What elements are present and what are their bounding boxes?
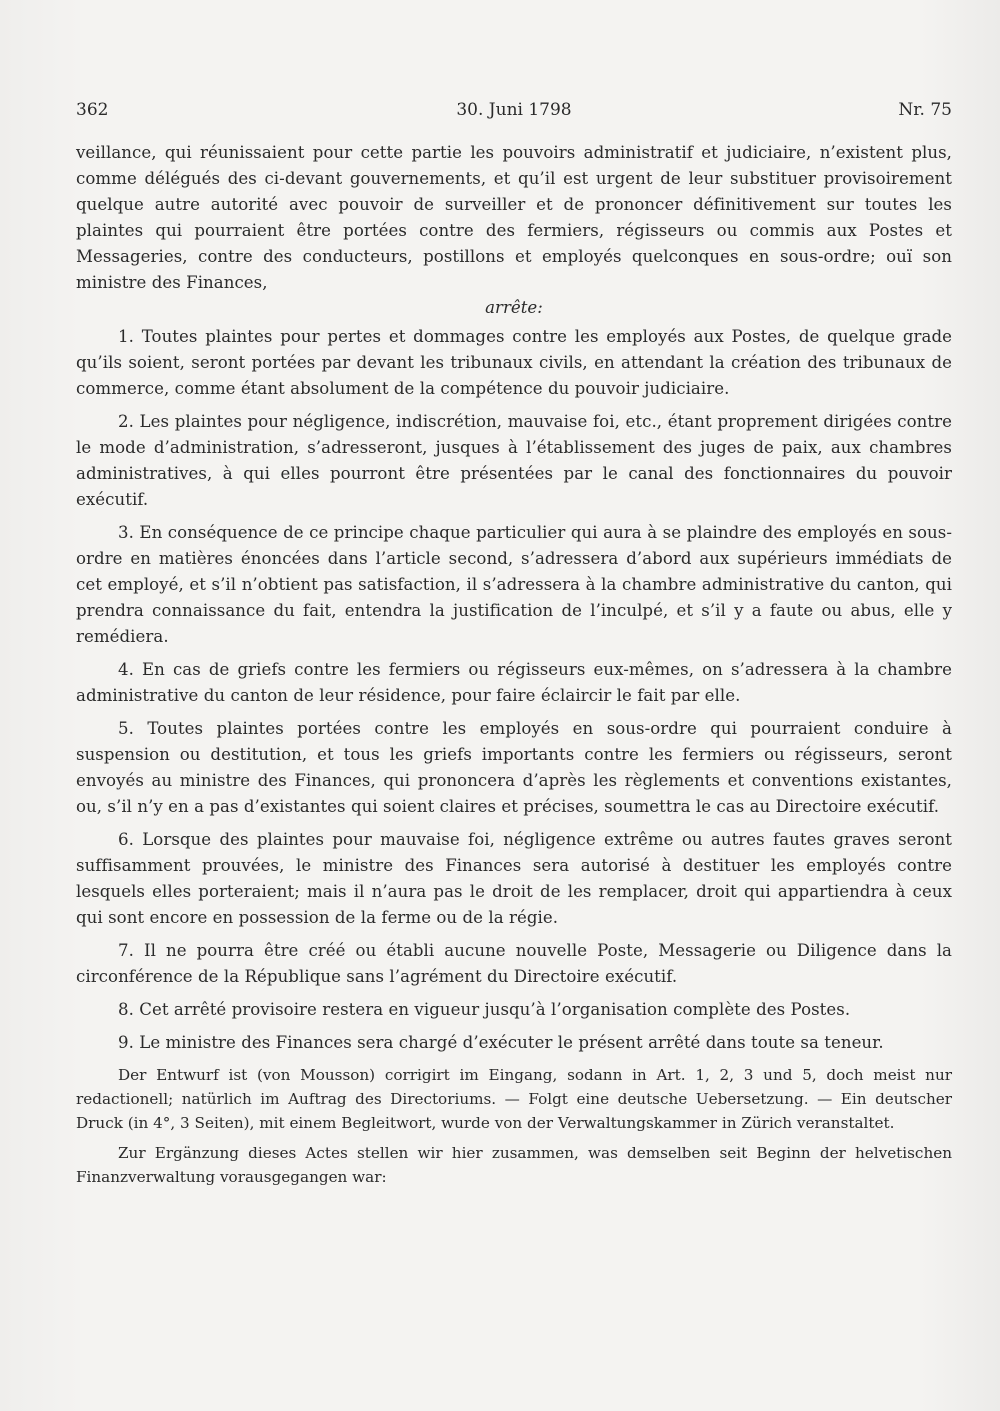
- page-header: [76, 100, 952, 126]
- document-body: [76, 140, 952, 1189]
- intro-paragraph: veillance, qui réunissaient pour cette partie les pouvoirs administratif et judiciaire, n’existent plus, comme délégués des ci-devant gouvernements, et qu’il est urgent de leur substituer provisoirement quelque autre autorité avec pouvoir de surveiller et de prononcer définitivement sur toutes les plaintes qui pourraient être portées contre des fermiers, régisseurs ou commis aux Postes et Messageries, contre des conducteurs, postillons et employés quelconques en sous-ordre; ouï son ministre des Finances,: [76, 143, 952, 292]
- article-3: 3. En conséquence de ce principe chaque particulier qui aura à se plaindre des employés en sous-ordre en matières énoncées dans l’article second, s’adressera d’abord aux supérieurs immédiats de cet employé, et s’il n’obtient pas satisfaction, il s’adressera à la chambre administrative du canton, qui prendra connaissance du fait, entendra la justification de l’inculpé, et s’il y a faute ou abus, elle y remédiera.: [76, 523, 952, 646]
- article-5: 5. Toutes plaintes portées contre les employés en sous-ordre qui pourraient conduire à suspension ou destitution, et tous les griefs importants contre les fermiers ou régisseurs, seront envoyés au ministre des Finances, qui prononcera d’après les règlements et conventions existantes, ou, s’il n’y en a pas d’existantes qui soient claires et précises, soumettra le cas au Directoire exécutif.: [76, 719, 952, 816]
- article-4: 4. En cas de griefs contre les fermiers ou régisseurs eux-mêmes, on s’adressera à la chambre administrative du canton de leur résidence, pour faire éclaircir le fait par elle.: [76, 660, 952, 705]
- article-8: 8. Cet arrêté provisoire restera en vigueur jusqu’à l’organisation complète des Postes.: [118, 1000, 851, 1019]
- article-7: 7. Il ne pourra être créé ou établi aucune nouvelle Poste, Messagerie ou Diligence dans la circonférence de la République sans l’agrément du Directoire exécutif.: [76, 941, 952, 986]
- header-date: 30. Juni 1798: [456, 100, 572, 120]
- article-2: 2. Les plaintes pour négligence, indiscrétion, mauvaise foi, etc., étant proprement dirigées contre le mode d’administration, s’adresseront, jusques à l’établissement des juges de paix, aux chambres administratives, à qui elles pourront être présentées par le canal des fonctionnaires du pouvoir exécutif.: [76, 412, 952, 509]
- article-1: 1. Toutes plaintes pour pertes et dommages contre les employés aux Postes, de quelque grade qu’ils soient, seront portées par devant les tribunaux civils, en attendant la création des tribunaux de commerce, comme étant absolument de la compétence du pouvoir judiciaire.: [76, 327, 952, 398]
- page-number: 362: [76, 100, 109, 120]
- arrete-heading: arrête:: [485, 298, 543, 317]
- article-9: 9. Le ministre des Finances sera chargé d’exécuter le présent arrêté dans toute sa teneur.: [118, 1033, 884, 1052]
- article-6: 6. Lorsque des plaintes pour mauvaise foi, négligence extrême ou autres fautes graves seront suffisamment prouvées, le ministre des Finances sera autorisé à destituer les employés contre lesquels elles porteraient; mais il n’aura pas le droit de les remplacer, droit qui appartiendra à ceux qui sont encore en possession de la ferme ou de la régie.: [76, 830, 952, 927]
- editorial-note-2: Zur Ergänzung dieses Actes stellen wir hier zusammen, was demselben seit Beginn der helvetischen Finanzverwaltung vorausgegangen war:: [76, 1144, 952, 1186]
- document-number: Nr. 75: [898, 100, 952, 120]
- editorial-note-1: Der Entwurf ist (von Mousson) corrigirt im Eingang, sodann in Art. 1, 2, 3 und 5, doch meist nur redactionell; natürlich im Auftrag des Directoriums. — Folgt eine deutsche Uebersetzung. — Ein deutscher Druck (in 4°, 3 Seiten), mit einem Begleitwort, wurde von der Verwaltungskammer in Zürich veranstaltet.: [76, 1066, 952, 1132]
